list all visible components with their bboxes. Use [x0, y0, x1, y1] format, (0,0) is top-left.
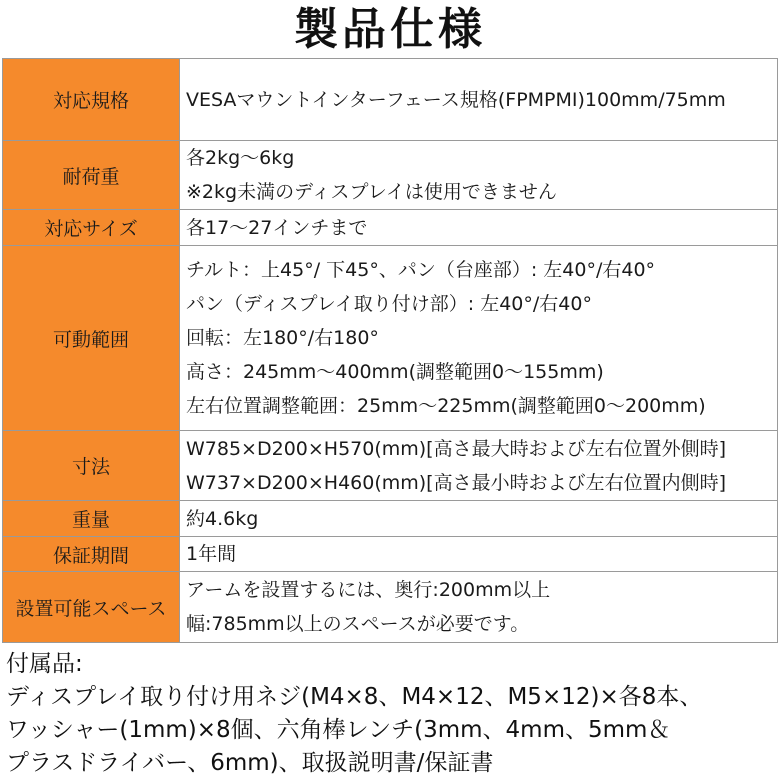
row-label-weight: 重量	[3, 501, 180, 537]
value-line: パン（ディスプレイ取り付け部）: 左40°/右40°	[186, 293, 592, 315]
value-line: 1年間	[186, 543, 237, 565]
row-label-load: 耐荷重	[3, 141, 180, 210]
accessories-line: ワッシャー(1mm)×8個、六角棒レンチ(3mm、4mm、5mm＆	[6, 717, 671, 743]
value-line: 各2kg～6kg	[186, 147, 295, 169]
table-row	[3, 572, 778, 643]
row-label-warranty: 保証期間	[3, 537, 180, 572]
accessories-section	[6, 648, 778, 780]
row-label-size: 対応サイズ	[3, 210, 180, 246]
table-row	[3, 431, 778, 501]
spec-table	[2, 58, 778, 643]
value-line: チルト：上45°/ 下45°、パン（台座部）: 左40°/右40°	[186, 259, 656, 281]
row-value-size	[180, 210, 778, 246]
row-value-load	[180, 141, 778, 210]
row-label-standard: 対応規格	[3, 59, 180, 141]
table-row	[3, 141, 778, 210]
row-value-space	[180, 572, 778, 643]
page-title: 製品仕様	[294, 4, 486, 55]
value-line: 幅:785mm以上のスペースが必要です。	[186, 613, 530, 635]
table-row	[3, 59, 778, 141]
table-row	[3, 210, 778, 246]
accessories-line: ディスプレイ取り付け用ネジ(M4×8、M4×12、M5×12)×各8本、	[6, 684, 703, 710]
row-value-warranty	[180, 537, 778, 572]
row-value-dimensions	[180, 431, 778, 501]
row-value-weight	[180, 501, 778, 537]
value-line: 左右位置調整範囲：25mm～225mm(調整範囲0～200mm)	[186, 395, 706, 417]
value-line: アームを設置するには、奥行:200mm以上	[186, 579, 551, 601]
value-line: 約4.6kg	[186, 507, 259, 530]
value-line: 回転：左180°/右180°	[186, 327, 379, 349]
value-line: VESAマウントインターフェース規格(FPMPMI)100mm/75mm	[186, 88, 726, 111]
accessories-heading: 付属品:	[6, 651, 83, 677]
row-value-range	[180, 246, 778, 431]
value-line: ※2kg未満のディスプレイは使用できません	[186, 181, 557, 203]
row-label-range: 可動範囲	[3, 246, 180, 431]
table-row	[3, 537, 778, 572]
value-line: W785×D200×H570(mm)[高さ最大時および左右位置外側時]	[186, 437, 727, 460]
row-label-dimensions: 寸法	[3, 431, 180, 501]
value-line: 高さ：245mm～400mm(調整範囲0～155mm)	[186, 361, 604, 383]
row-label-space: 設置可能スペース	[3, 572, 180, 643]
accessories-line: プラスドライバー、6mm)、取扱説明書/保証書	[6, 750, 494, 776]
row-value-standard	[180, 59, 778, 141]
table-row	[3, 246, 778, 431]
table-row	[3, 501, 778, 537]
value-line: 各17～27インチまで	[186, 216, 368, 239]
value-line: W737×D200×H460(mm)[高さ最小時および左右位置内側時]	[186, 471, 727, 494]
